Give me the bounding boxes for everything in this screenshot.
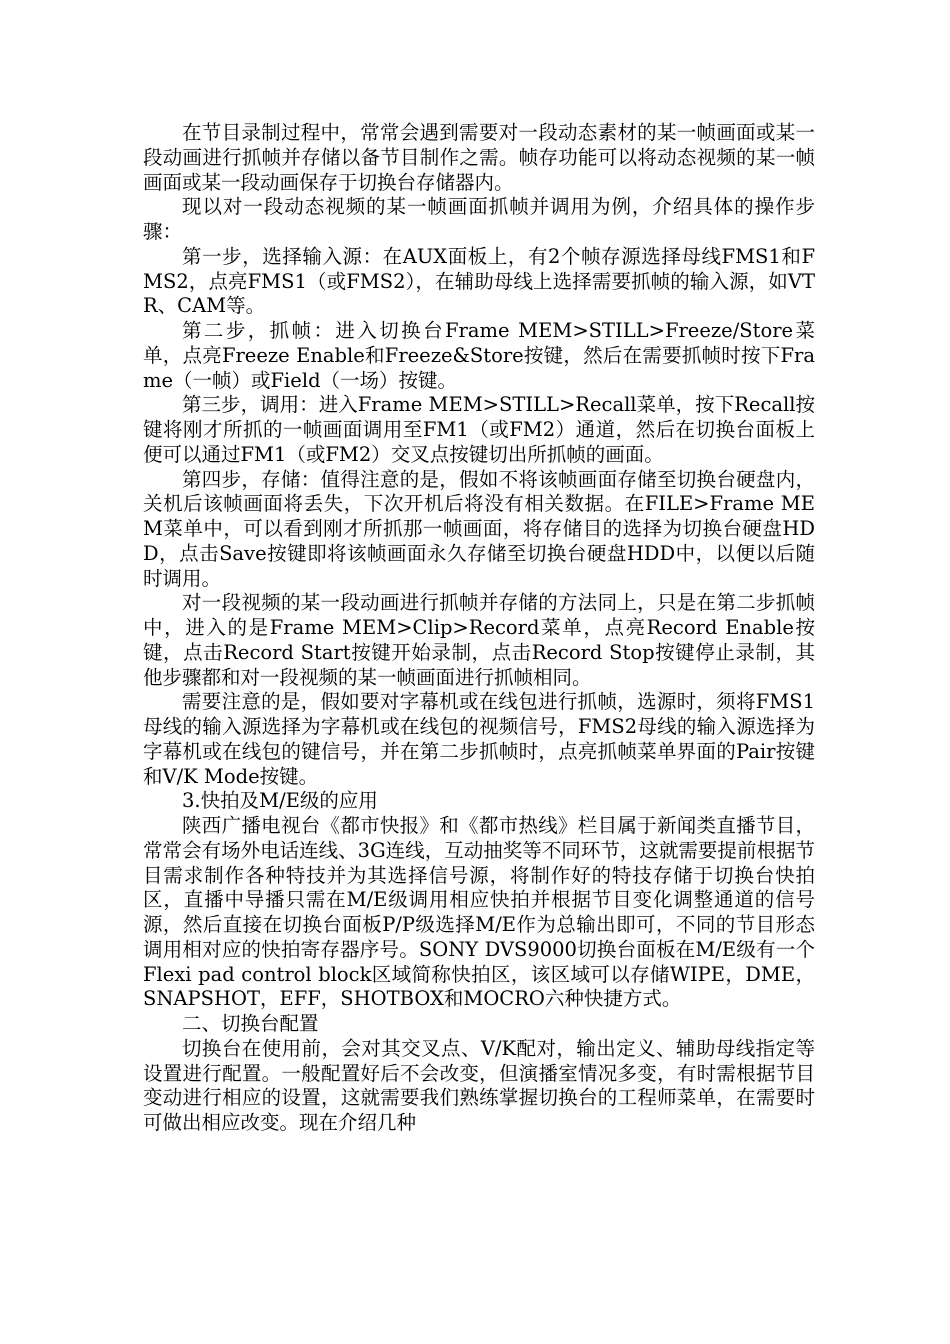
paragraph-note: 需要注意的是，假如要对字幕机或在线包进行抓帧，选源时，须将FMS1母线的输入源选择为字幕机或在线包的视频信号，FMS2母线的输入源选择为字幕机或在线包的键信号，并在第二步抓帧时，点亮抓帧菜单界面的Pair按键和V/K Mode按键。: [143, 690, 815, 788]
paragraph-step-4: 第四步，存储：值得注意的是，假如不将该帧画面存储至切换台硬盘内，关机后该帧画面将丢失，下次开机后将没有相关数据。在FILE>Frame MEM菜单中，可以看到刚才所抓那一帧画面，将存储目的选择为切换台硬盘HDD，点击Save按键即将该帧画面永久存储至切换台硬盘HDD中，以便以后随时调用。: [143, 467, 815, 590]
paragraph-clip-record: 对一段视频的某一段动画进行抓帧并存储的方法同上，只是在第二步抓帧中，进入的是Frame MEM>Clip>Record菜单，点亮Record Enable按键，点击Record Start按键开始录制，点击Record Stop按键停止录制，其他步骤都和对一段视频的某一帧画面进行抓帧相同。: [143, 591, 815, 689]
paragraph-step-3: 第三步，调用：进入Frame MEM>STILL>Recall菜单，按下Recall按键将刚才所抓的一帧画面调用至FM1（或FM2）通道，然后在切换台面板上便可以通过FM1（或FM2）交叉点按键切出所抓帧的画面。: [143, 393, 815, 466]
section-heading-snapshot: 3.快拍及M/E级的应用: [182, 789, 378, 813]
article-body: [143, 121, 815, 1136]
paragraph-steps-intro: 现以对一段动态视频的某一帧画面抓帧并调用为例，介绍具体的操作步骤：: [143, 195, 815, 243]
section-heading-config: 二、切换台配置: [182, 1012, 319, 1035]
paragraph-config: 切换台在使用前，会对其交叉点、V/K配对，输出定义、辅助母线指定等设置进行配置。一般配置好后不会改变，但演播室情况多变，有时需根据节目变动进行相应的设置，这就需要我们熟练掌握切换台的工程师菜单，在需要时可做出相应改变。现在介绍几种: [143, 1036, 815, 1134]
paragraph-step-1: 第一步，选择输入源：在AUX面板上，有2个帧存源选择母线FMS1和FMS2，点亮FMS1（或FMS2），在辅助母线上选择需要抓帧的输入源，如VTR、CAM等。: [143, 244, 815, 318]
paragraph-intro: 在节目录制过程中，常常会遇到需要对一段动态素材的某一帧画面或某一段动画进行抓帧并存储以备节目制作之需。帧存功能可以将动态视频的某一帧画面或某一段动画保存于切换台存储器内。: [143, 121, 815, 194]
paragraph-step-2: 第二步，抓帧：进入切换台Frame MEM>STILL>Freeze/Store菜单，点亮Freeze Enable和Freeze&Store按键，然后在需要抓帧时按下Frame（一帧）或Field（一场）按键。: [143, 319, 815, 392]
paragraph-snapshot: 陕西广播电视台《都市快报》和《都市热线》栏目属于新闻类直播节目，常常会有场外电话连线、3G连线，互动抽奖等不同环节，这就需要提前根据节目需求制作各种特技并为其选择信号源，将制作好的特技存储于切换台快拍区，直播中导播只需在M/E级调用相应快拍并根据节目变化调整通道的信号源，然后直接在切换台面板P/P级选择M/E作为总输出即可，不同的节目形态调用相对应的快拍寄存器序号。SONY DVS9000切换台面板在M/E级有一个Flexi pad control block区域简称快拍区，该区域可以存储WIPE，DME，SNAPSHOT，EFF，SHOTBOX和MOCRO六种快捷方式。: [143, 814, 815, 1011]
